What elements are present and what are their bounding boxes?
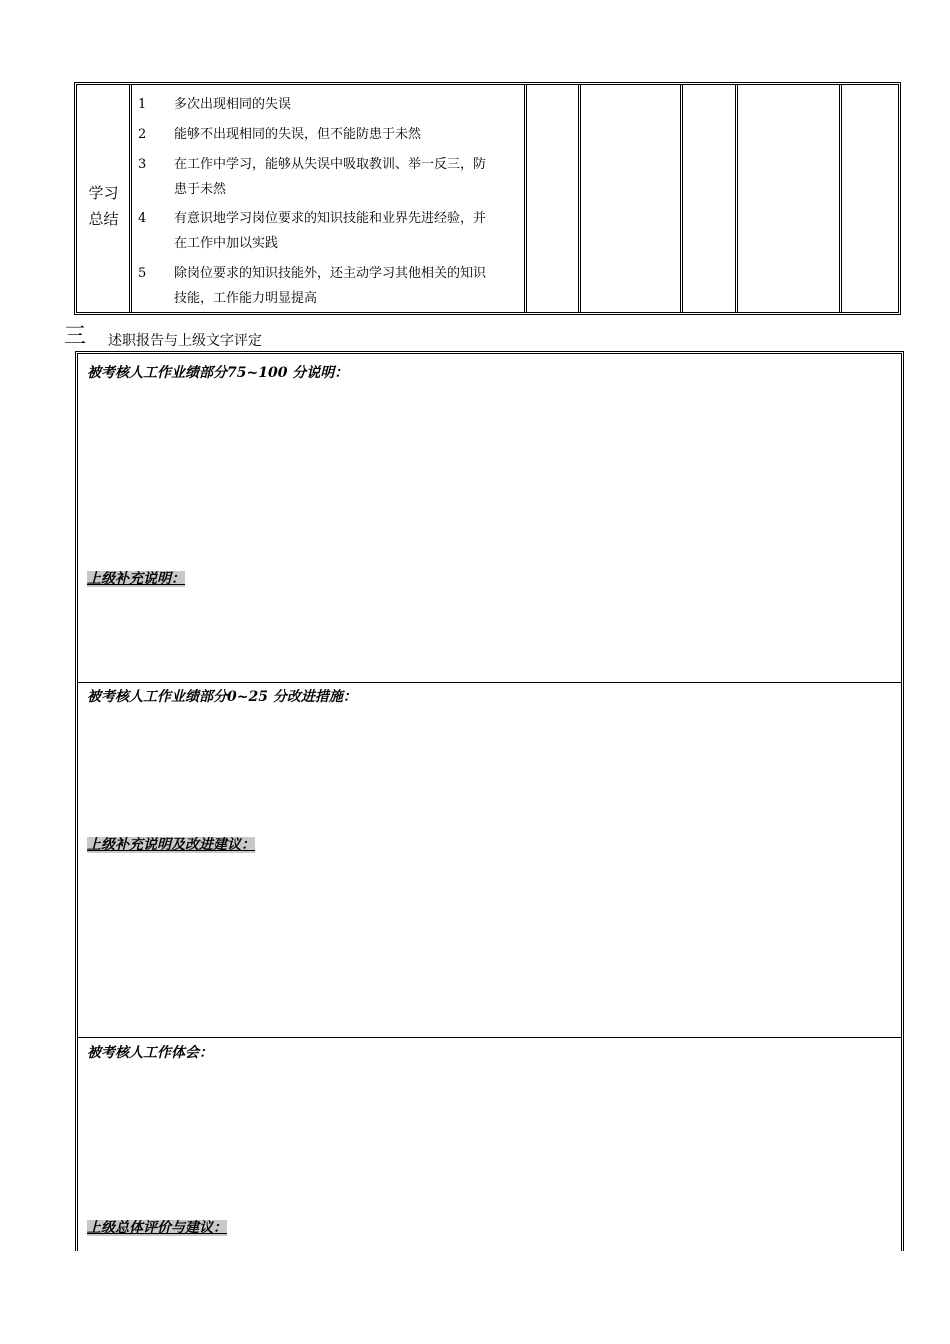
learning-summary-table bbox=[74, 82, 901, 315]
criteria-number: 5 bbox=[138, 266, 147, 281]
supervisor-improve-label: 上级补充说明及改进建议： bbox=[87, 837, 255, 853]
criteria-text: 在工作中学习，能够从失误中吸取教训、举一反三，防 患于未然 bbox=[174, 157, 487, 197]
section-title: 述职报告与上级文字评定 bbox=[108, 333, 262, 349]
category-line: 学习 bbox=[88, 184, 119, 202]
criteria-number: 4 bbox=[138, 211, 147, 226]
supervisor-overall-label: 上级总体评价与建议： bbox=[87, 1220, 227, 1236]
section-divider bbox=[78, 1037, 901, 1038]
section-divider bbox=[78, 682, 901, 683]
experience-label: 被考核人工作体会： bbox=[87, 1045, 213, 1061]
criteria-text: 多次出现相同的失误 bbox=[174, 97, 292, 112]
supervisor-supplement-label: 上级补充说明： bbox=[87, 571, 185, 587]
criteria-text: 能够不出现相同的失误，但不能防患于未然 bbox=[174, 127, 422, 142]
criteria-text: 有意识地学习岗位要求的知识技能和业界先进经验，并 在工作中加以实践 bbox=[174, 211, 487, 251]
category-label bbox=[77, 180, 130, 232]
criteria-number: 1 bbox=[138, 97, 147, 112]
category-line: 总结 bbox=[88, 210, 119, 228]
perf-high-label: 被考核人工作业绩部分75~100 分说明： bbox=[87, 365, 349, 381]
section-number: 三 bbox=[64, 324, 87, 349]
criteria-number: 3 bbox=[138, 157, 147, 172]
table-divider bbox=[735, 85, 738, 312]
table-divider bbox=[524, 85, 527, 312]
table-divider bbox=[578, 85, 581, 312]
perf-low-label: 被考核人工作业绩部分0~25 分改进措施： bbox=[87, 689, 357, 705]
table-divider bbox=[680, 85, 683, 312]
review-form bbox=[75, 351, 904, 1251]
table-divider bbox=[839, 85, 842, 312]
criteria-number: 2 bbox=[138, 127, 147, 142]
criteria-text: 除岗位要求的知识技能外，还主动学习其他相关的知识 技能，工作能力明显提高 bbox=[174, 266, 487, 306]
